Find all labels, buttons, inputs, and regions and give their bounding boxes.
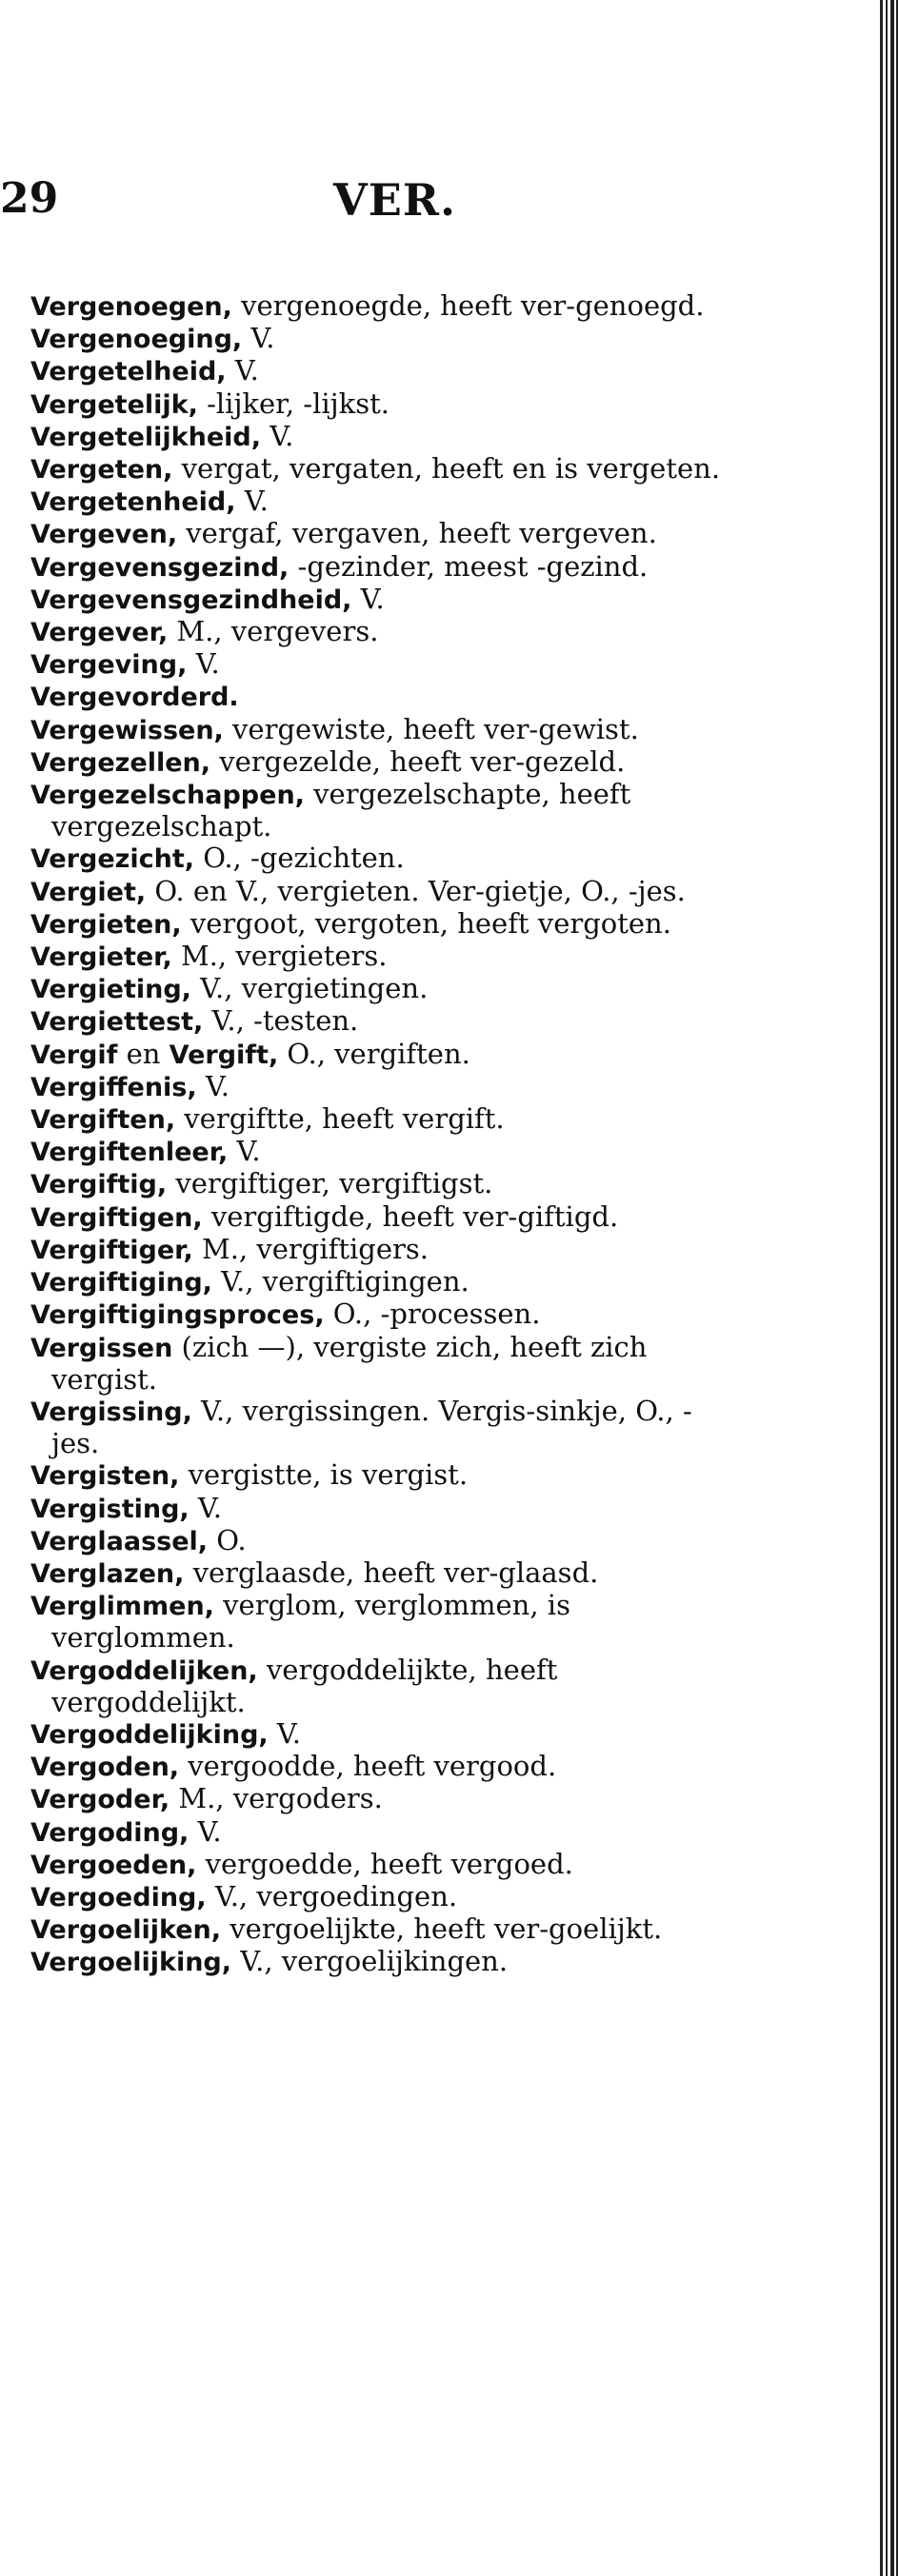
spine-line [880,0,883,2576]
dictionary-entry [30,1005,735,1038]
dictionary-entry [30,1493,735,1525]
entry-definition: V., -testen. [203,1004,359,1038]
entry-definition: vergoelijkte, heeft ver-goelijkt. [221,1912,663,1946]
entry-headword: Vergiftigingsproces, [30,1300,325,1331]
entry-headword: Vergoelijking, [30,1948,232,1978]
entry-definition: vergiftiger, vergiftigst. [167,1167,493,1200]
entry-definition: V., vergietingen. [190,972,429,1005]
entry-headword: Vergezellen, [30,747,211,778]
entry-definition: V., vergoedingen. [206,1879,458,1912]
entry-definition: V. [268,1716,301,1750]
entry-definition: verglom, verglommen, is verglommen. [51,1589,570,1655]
dictionary-entry [30,421,735,453]
dictionary-entry [30,1881,735,1913]
dictionary-entry [30,1136,735,1168]
entry-definition: M., vergoders. [170,1782,383,1815]
dictionary-entry [30,1946,735,1978]
entry-definition: vergat, vergaten, heeft en is vergeten. [172,452,721,485]
entry-headword: Vergiftig, [30,1170,168,1200]
entry-headword: Vergever, [30,618,169,648]
entry-headword: Vergevensgezindheid, [30,585,352,615]
dictionary-entry [30,616,735,648]
dictionary-entry [30,1396,735,1459]
entry-headword: Verglazen, [30,1558,185,1589]
entry-headword: Vergif [30,1040,118,1070]
entry-definition: V. [226,354,259,387]
entry-headword: Vergissen [30,1333,173,1363]
dictionary-entry [30,973,735,1005]
running-head: VER. [333,174,456,226]
entry-definition: vergiftigde, heeft ver-giftigd. [202,1199,619,1233]
dictionary-entry [30,518,735,550]
dictionary-entries [30,290,735,1979]
entry-headword: Verglaassel, [30,1526,209,1556]
dictionary-entry [30,941,735,973]
dictionary-entry [30,1557,735,1590]
entry-definition: en [117,1037,170,1070]
dictionary-entry [30,714,735,746]
entry-definition: vergaf, vergaven, heeft vergeven. [177,517,657,550]
dictionary-entry [30,388,735,421]
entry-headword: Vergoddelijking, [30,1719,269,1750]
dictionary-entry [30,584,735,616]
entry-headword: Vergenoeging, [30,325,243,355]
entry-headword: Vergiftigen, [30,1202,203,1233]
dictionary-entry [30,779,735,842]
dictionary-entry [30,1234,735,1266]
entry-definition: O., -processen. [324,1298,541,1331]
spine-line [886,0,888,2576]
entry-definition: V. [228,1135,261,1168]
entry-headword: Vergiettest, [30,1007,204,1038]
entry-headword: Vergiften, [30,1105,176,1136]
entry-headword: Vergisting, [30,1494,190,1524]
entry-definition: M., vergiftigers. [192,1232,429,1265]
entry-headword: Vergoding, [30,1817,190,1848]
dictionary-entry [30,551,735,584]
entry-headword: Vergoder, [30,1785,170,1815]
entry-definition: V. [261,419,294,452]
dictionary-entry [30,290,735,323]
entry-headword: Vergetenheid, [30,487,236,518]
dictionary-entry [30,1168,735,1200]
entry-definition: O. [208,1523,247,1556]
entry-definition: V. [187,647,220,681]
dictionary-entry [30,1525,735,1557]
entry-headword: Vergevorderd. [30,683,239,713]
dictionary-entry [30,1849,735,1881]
entry-headword: Vergewissen, [30,715,224,745]
entry-headword: Vergift, [169,1040,279,1070]
entry-headword: Vergoelijken, [30,1915,222,1946]
entry-definition: V. [189,1814,222,1848]
entry-headword: Vergeving, [30,650,188,681]
dictionary-entry [30,746,735,779]
dictionary-entry [30,1783,735,1815]
page-number: 29 [0,174,59,223]
dictionary-entry [30,1590,735,1654]
entry-headword: Vergiet, [30,877,147,907]
entry-definition: vergoot, vergoten, heeft vergoten. [181,906,671,940]
entry-headword: Vergeten, [30,455,173,485]
dictionary-entry [30,1751,735,1783]
entry-headword: Vergoden, [30,1753,180,1783]
dictionary-entry [30,681,735,713]
entry-definition: verglaasde, heeft ver-glaasd. [184,1556,599,1589]
entry-headword: Vergevensgezind, [30,552,290,583]
entry-headword: Vergetelijk, [30,389,198,420]
spine-line [890,0,894,2576]
entry-definition: vergiftte, heeft vergift. [175,1102,505,1136]
dictionary-entry [30,1655,735,1718]
entry-definition: vergoodde, heeft vergood. [179,1750,557,1783]
entry-headword: Vergezicht, [30,844,195,875]
entry-headword: Vergisten, [30,1461,180,1492]
entry-headword: Vergiftiger, [30,1235,193,1265]
entry-definition: vergewiste, heeft ver-gewist. [223,712,639,745]
entry-headword: Vergoddelijken, [30,1655,258,1686]
dictionary-entry [30,1039,735,1071]
entry-definition: V. [189,1491,222,1524]
entry-definition: O. en V., vergieten. Ver-gietje, O., -jes. [146,874,686,907]
entry-headword: Vergeven, [30,520,178,550]
entry-headword: Vergiftiging, [30,1268,212,1298]
entry-definition: V. [235,485,269,518]
dictionary-entry [30,1266,735,1298]
entry-definition: -gezinder, meest -gezind. [289,549,649,583]
entry-headword: Vergieter, [30,942,172,973]
entry-definition: (zich —), vergiste zich, heeft zich vergist. [51,1330,648,1396]
dictionary-entry [30,1816,735,1849]
entry-definition: V., vergoelijkingen. [231,1945,509,1978]
entry-headword: Vergenoegen, [30,292,232,322]
dictionary-entry [30,1459,735,1492]
entry-definition: V., vergiftigingen. [211,1265,469,1298]
entry-headword: Vergissing, [30,1397,192,1427]
dictionary-entry [30,355,735,387]
entry-headword: Vergieten, [30,909,182,940]
dictionary-entry [30,648,735,681]
entry-definition: O., -gezichten. [194,842,405,875]
entry-headword: Vergoeding, [30,1882,207,1912]
entry-definition: V. [242,322,275,355]
entry-definition: -lijker, -lijkst. [197,386,390,420]
entry-headword: Vergiffenis, [30,1072,197,1102]
entry-headword: Vergieting, [30,975,191,1005]
spine-line [896,0,898,2576]
dictionary-entry [30,842,735,875]
dictionary-entry [30,323,735,355]
entry-definition: vergistte, is vergist. [179,1458,469,1492]
entry-headword: Verglimmen, [30,1592,214,1622]
entry-headword: Vergetelheid, [30,357,227,387]
dictionary-entry [30,1298,735,1331]
entry-definition: O., vergiften. [278,1037,470,1070]
entry-headword: Vergiftenleer, [30,1138,229,1168]
dictionary-entry [30,908,735,941]
dictionary-entry [30,1103,735,1136]
dictionary-entry [30,1071,735,1103]
dictionary-entry [30,1201,735,1234]
entry-definition: vergezelschapte, heeft vergezelschapt. [51,778,631,843]
entry-definition: V. [196,1069,230,1102]
entry-definition: vergezelde, heeft ver-gezeld. [210,744,626,778]
entry-definition: vergenoegde, heeft ver-genoegd. [231,289,705,322]
entry-definition: V. [351,582,385,615]
entry-definition: V., vergissingen. Vergis-sinkje, O., -jes. [51,1394,692,1460]
entry-headword: Vergoeden, [30,1850,197,1880]
entry-definition: vergoedde, heeft vergoed. [196,1847,573,1880]
dictionary-entry [30,1718,735,1751]
entry-headword: Vergetelijkheid, [30,422,261,452]
dictionary-entry [30,1913,735,1946]
dictionary-entry [30,1332,735,1396]
entry-definition: M., vergieters. [171,940,388,973]
entry-definition: M., vergevers. [168,615,379,648]
entry-definition: vergoddelijkte, heeft vergoddelijkt. [51,1653,558,1718]
dictionary-entry [30,485,735,518]
dictionary-entry [30,453,735,485]
entry-headword: Vergezelschappen, [30,781,305,811]
dictionary-entry [30,876,735,908]
